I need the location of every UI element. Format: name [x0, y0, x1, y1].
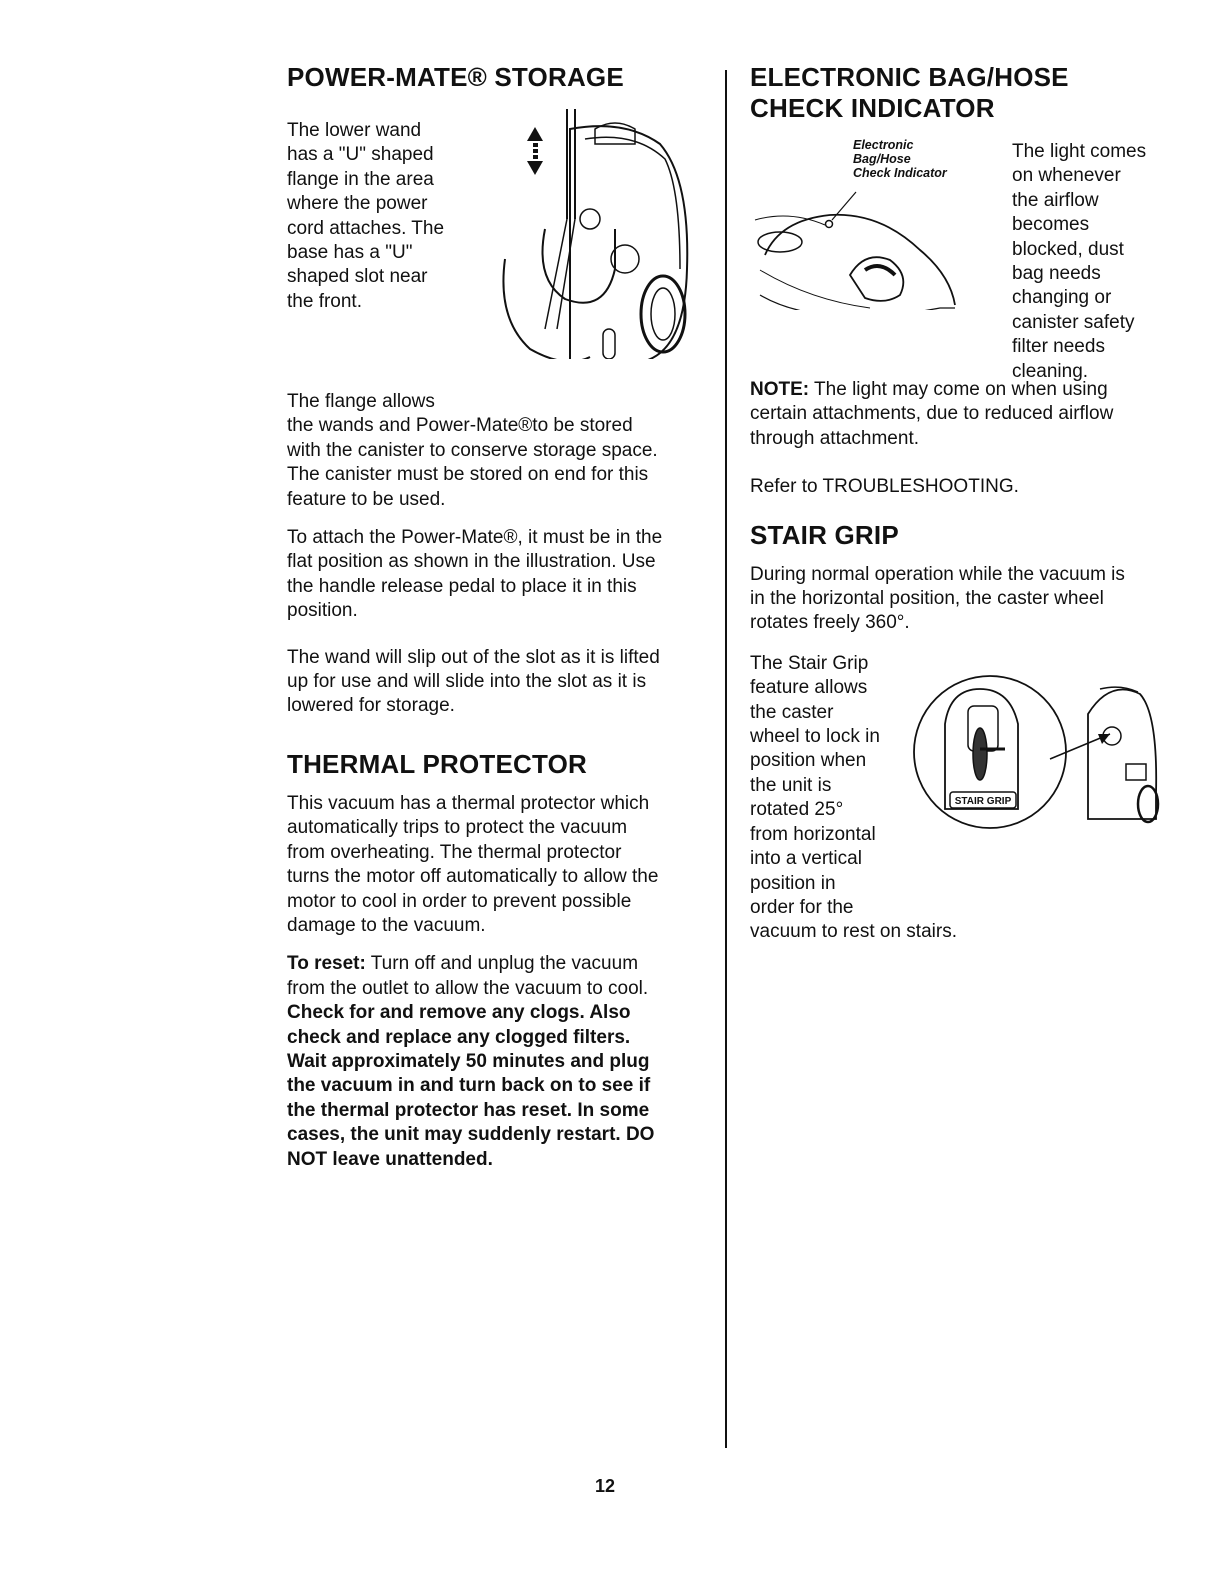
column-divider	[725, 70, 727, 1448]
stair-paragraph-1	[750, 563, 1170, 636]
indicator-text-line: The light comes	[1012, 141, 1147, 162]
storage-p2-line: the wands and Power-Mate®to be stored	[287, 415, 633, 437]
stair-p2-line: vacuum to rest on stairs.	[750, 921, 957, 943]
stair-p2-line: feature allows	[750, 677, 868, 699]
thermal-p1-line: automatically trips to protect the vacuum	[287, 817, 628, 839]
storage-intro-line: the front.	[287, 290, 362, 312]
storage-p2-line: The canister must be stored on end for this	[287, 464, 649, 486]
reset-label: To reset:	[287, 953, 366, 975]
stair-p2-line: the caster	[750, 701, 834, 723]
reset-line	[287, 952, 705, 976]
indicator-text-line: blocked, dust	[1012, 238, 1124, 260]
stair-grip-row	[750, 652, 1170, 952]
reset-bold-line: the thermal protector has reset. In some	[287, 1099, 650, 1121]
indicator-heading-line: ELECTRONIC BAG/HOSE	[750, 62, 1069, 92]
stair-p2-line: The Stair Grip	[750, 652, 869, 674]
storage-p2-line: with the canister to conserve storage space.	[287, 439, 658, 461]
stair-p1-line: in the horizontal position, the caster wheel	[750, 588, 1104, 610]
indicator-text-line: bag needs	[1012, 263, 1101, 285]
power-mate-storage-heading: POWER-MATE® STORAGE	[287, 62, 624, 92]
reset-bold-line: check and replace any clogged filters.	[287, 1026, 631, 1048]
storage-p3-line: position.	[287, 600, 358, 622]
storage-p3-line: flat position as shown in the illustration. Use	[287, 551, 656, 573]
page-number: 12	[594, 1476, 616, 1496]
caption-line: Check Indicator	[853, 166, 947, 180]
up-down-arrow-icon	[527, 127, 543, 175]
caption-line: Bag/Hose	[853, 152, 911, 166]
indicator-text-line: canister safety	[1012, 311, 1135, 333]
storage-paragraph-2	[287, 390, 705, 512]
indicator-heading-line: CHECK INDICATOR	[750, 93, 995, 123]
storage-intro-line: The lower wand	[287, 120, 422, 141]
storage-intro-line: shaped slot near	[287, 266, 428, 288]
thermal-protector-heading: THERMAL PROTECTOR	[287, 748, 588, 779]
reset-bold-line: the vacuum in and turn back on to see if	[287, 1075, 651, 1097]
indicator-text-line: cleaning.	[1012, 360, 1089, 382]
stair-p2-line: the unit is	[750, 774, 832, 796]
thermal-p1-line: turns the motor off automatically to allow the	[287, 866, 659, 888]
note-label: NOTE:	[750, 379, 810, 400]
stair-p2-line: wheel to lock in	[750, 726, 880, 748]
storage-p3-line: To attach the Power-Mate®, it must be in the	[287, 527, 663, 549]
storage-p4-line: lowered for storage.	[287, 695, 455, 717]
caption-line: Electronic	[853, 138, 914, 152]
storage-intro-line: cord attaches. The	[287, 217, 445, 239]
storage-intro	[287, 119, 705, 357]
thermal-paragraph-1	[287, 792, 705, 938]
stair-grip-illustration	[910, 654, 1160, 854]
stair-p2-line: position when	[750, 750, 867, 772]
note-line: through attachment.	[750, 427, 919, 449]
stair-p2-line: order for the	[750, 896, 854, 918]
storage-paragraph-4	[287, 646, 705, 719]
indicator-text	[1012, 140, 1146, 384]
note-paragraph	[750, 378, 1170, 451]
storage-p2-line: feature to be used.	[287, 488, 446, 510]
reset-bold-line: NOT leave unattended.	[287, 1148, 493, 1170]
stair-p1-line: rotates freely 360°.	[750, 612, 910, 634]
stair-p2-line: into a vertical	[750, 848, 862, 870]
storage-intro-line: has a "U" shaped	[287, 144, 434, 166]
bag-hose-indicator-illustration	[750, 180, 965, 310]
thermal-p1-line: motor to cool in order to prevent possible	[287, 890, 632, 912]
stair-grip-heading: STAIR GRIP	[750, 519, 899, 550]
indicator-text-line: becomes	[1012, 214, 1090, 236]
note-line: certain attachments, due to reduced airflow	[750, 403, 1114, 425]
thermal-reset-paragraph	[287, 952, 705, 1172]
storage-intro-line: flange in the area	[287, 168, 434, 190]
thermal-p1-line: from overheating. The thermal protector	[287, 841, 622, 863]
refer-troubleshooting: Refer to TROUBLESHOOTING.	[750, 476, 1019, 498]
indicator-text-line: changing or	[1012, 287, 1112, 309]
storage-p4-line: up for use and will slide into the slot as it is	[287, 671, 647, 693]
storage-intro-line: where the power	[287, 193, 428, 215]
note-text: The light may come on when using	[814, 379, 1108, 400]
reset-text: Turn off and unplug the vacuum	[370, 953, 639, 975]
reset-line: from the outlet to allow the vacuum to cool.	[287, 977, 649, 999]
storage-p2-line: The flange allows	[287, 391, 435, 412]
thermal-p1-line: This vacuum has a thermal protector which	[287, 792, 650, 814]
left-column	[287, 62, 705, 1172]
storage-paragraph-3	[287, 526, 705, 624]
right-column	[750, 62, 1170, 952]
stair-p2-line: position in	[750, 872, 836, 894]
storage-p4-line: The wand will slip out of the slot as it is lifted	[287, 646, 660, 668]
indicator-figure-row	[750, 138, 1170, 384]
reset-bold-line: cases, the unit may suddenly restart. DO	[287, 1124, 655, 1146]
reset-bold-line: Check for and remove any clogs. Also	[287, 1002, 631, 1024]
stair-p2-line: rotated 25°	[750, 799, 844, 821]
indicator-text-line: the airflow	[1012, 189, 1099, 211]
reset-bold-line: Wait approximately 50 minutes and plug	[287, 1050, 650, 1072]
stair-p2-line: from horizontal	[750, 823, 876, 845]
stair-p1-line: During normal operation while the vacuum is	[750, 563, 1125, 585]
vacuum-storage-illustration	[475, 99, 705, 359]
indicator-caption	[853, 138, 947, 180]
storage-intro-line: base has a "U"	[287, 242, 413, 264]
stair-grip-label: STAIR GRIP	[954, 795, 1012, 807]
thermal-p1-line: damage to the vacuum.	[287, 914, 486, 936]
indicator-text-line: filter needs	[1012, 336, 1105, 358]
storage-p3-line: the handle release pedal to place it in this	[287, 575, 637, 597]
indicator-text-line: on whenever	[1012, 165, 1121, 187]
